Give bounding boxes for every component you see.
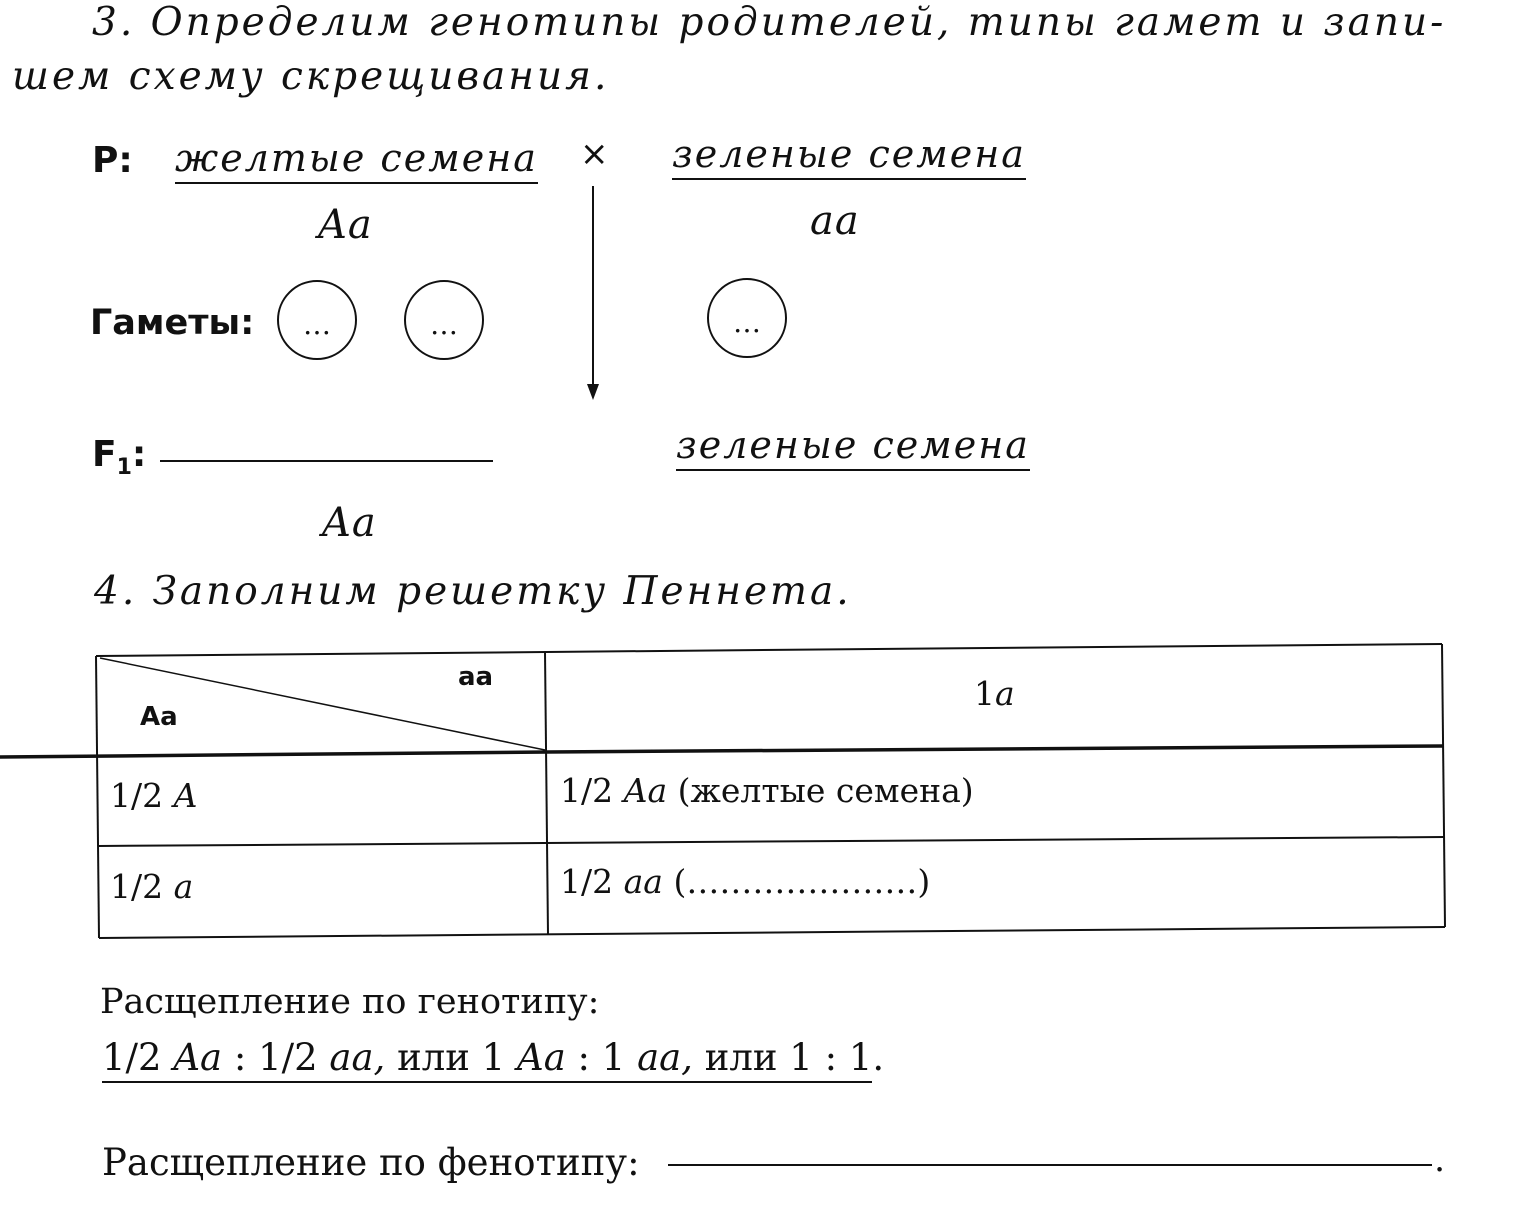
phenotype-split-label: Расщепление по фенотипу: xyxy=(102,1141,640,1184)
row-fraction: 1/2 xyxy=(110,867,164,906)
phenotype-blank-line xyxy=(668,1164,1432,1166)
punnett-column-header xyxy=(974,674,1015,713)
result-note: (желтые семена) xyxy=(677,771,974,810)
parent2-genotype: aa xyxy=(810,198,860,244)
parent1-phenotype: желтые семена xyxy=(175,138,538,184)
genotype-split-underlined xyxy=(102,1036,872,1083)
punnett-corner-bottom: Aa xyxy=(140,702,178,732)
down-arrow-icon xyxy=(580,186,606,402)
split-colon1: : xyxy=(233,1036,247,1079)
genotype-split-answer xyxy=(102,1036,884,1079)
split-p2: 1/2 xyxy=(258,1036,318,1079)
parent1-genotype: Aa xyxy=(318,202,373,248)
column-header-fraction: 1 xyxy=(974,674,995,713)
f1-blank-line xyxy=(160,460,493,462)
phenotype-end: . xyxy=(1434,1140,1446,1180)
section3-heading xyxy=(12,0,1512,104)
section3-line2: шем схему скрещивания. xyxy=(12,54,610,99)
gamete-placeholder: … xyxy=(303,308,331,341)
row-fraction: 1/2 xyxy=(110,776,164,815)
f1-phenotype-right: зеленые семена xyxy=(676,425,1030,471)
section4-heading: 4. Заполним решетку Пеннета. xyxy=(94,569,852,614)
result-fraction: 1/2 xyxy=(560,862,614,901)
section3-line1: 3. Определим генотипы родителей, типы гамет и запи- xyxy=(92,0,1447,45)
gamete-placeholder: … xyxy=(733,306,761,339)
genotype-split-label: Расщепление по генотипу: xyxy=(100,982,600,1022)
row-allele: a xyxy=(173,867,194,906)
split-or2: или 1 : 1 xyxy=(704,1036,873,1079)
split-g2: aa, xyxy=(329,1036,386,1079)
split-p3: 1 xyxy=(601,1036,626,1079)
cross-symbol: × xyxy=(580,134,609,174)
split-colon2: : xyxy=(577,1036,590,1079)
gamete-placeholder: … xyxy=(430,308,458,341)
parent2-phenotype: зеленые семена xyxy=(672,134,1026,180)
f1-label xyxy=(92,434,146,480)
split-g4: aa, xyxy=(637,1036,693,1079)
punnett-corner-top: aa xyxy=(458,662,494,692)
split-end: . xyxy=(872,1036,885,1079)
gametes-label: Гаметы: xyxy=(90,303,255,343)
split-p1: 1/2 xyxy=(102,1036,162,1079)
split-g3: Aa xyxy=(516,1036,566,1079)
result-genotype: Aa xyxy=(623,771,668,810)
result-genotype: aa xyxy=(623,862,663,901)
column-header-allele: a xyxy=(995,674,1015,713)
split-g1: Aa xyxy=(173,1036,223,1079)
punnett-row-2-label xyxy=(110,867,193,906)
punnett-row-1-result xyxy=(560,771,974,810)
gamete-circle-2 xyxy=(404,280,484,360)
f1-letter: F xyxy=(92,434,117,475)
f1-colon: : xyxy=(131,434,147,475)
punnett-row-1-label xyxy=(110,776,197,815)
gamete-circle-3 xyxy=(707,278,787,358)
row-allele: A xyxy=(173,776,198,815)
split-or1: или 1 xyxy=(397,1036,506,1079)
f1-genotype-left: Aa xyxy=(322,500,377,546)
result-note: (…………………) xyxy=(673,862,931,901)
punnett-row-2-result xyxy=(560,862,930,901)
p-label: P: xyxy=(92,140,133,181)
f1-subscript: 1 xyxy=(116,455,132,481)
gamete-circle-1 xyxy=(277,280,357,360)
result-fraction: 1/2 xyxy=(560,771,614,810)
